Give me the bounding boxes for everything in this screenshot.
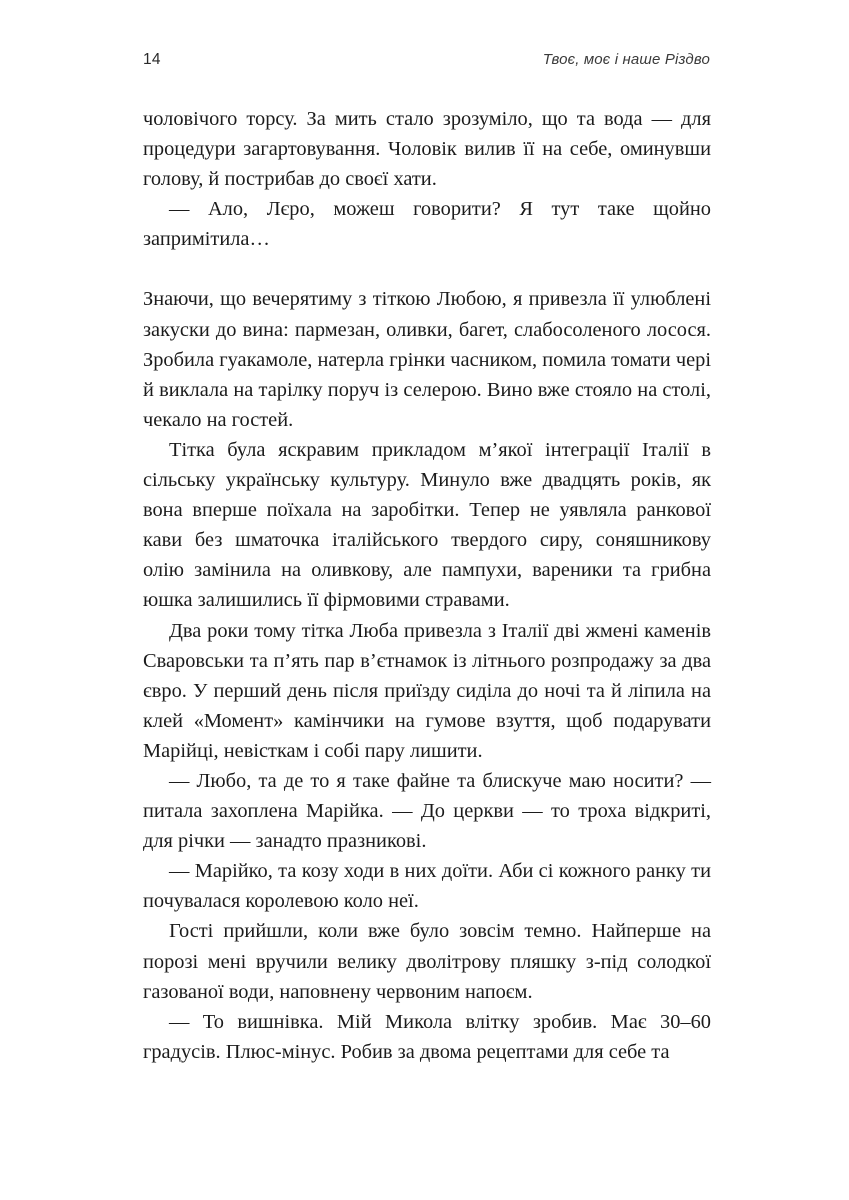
- paragraph: — Любо, та де то я таке файне та блискуче маю носити? — питала захоплена Марійка. — До церкви — то троха відкриті, для річки — занадто празникові.: [143, 769, 711, 853]
- paragraph: — То вишнівка. Мій Микола влітку зробив. Має 30–60 градусів. Плюс-мінус. Робив за двома рецептами для себе та: [143, 1010, 711, 1063]
- paragraph: Гості прийшли, коли вже було зовсім темно. Найперше на порозі мені вручили велику дволітрову пляшку з-під солодкої газованої води, наповнену червоним напоєм.: [143, 920, 711, 1003]
- paragraph: Знаючи, що вечерятиму з тіткою Любою, я привезла її улюблені закуски до вина: пармезан, оливки, багет, слабосоленого лосося. Зробила гуакамоле, натерла грінки часником, помила томати чері й виклала на тарілку поруч із селерою. Вино вже стояло на столі, чекало на гостей.: [143, 288, 711, 431]
- body-text: [143, 104, 711, 1067]
- page-number: 14: [143, 51, 161, 68]
- running-title: Твоє, моє і наше Різдво: [542, 51, 710, 68]
- paragraph: Тітка була яскравим прикладом м’якої інтеграції Італії в сільську українську культуру. Минуло вже двадцять років, як вона вперше поїхала на заробітки. Тепер не уявляла ранкової кави без шматочка італійського твердого сиру, соняшникову олію замінила на оливкову, але пампухи, вареники та грибна юшка залишились її фірмовими стравами.: [143, 438, 711, 612]
- paragraph: — Марійко, та козу ходи в них доїти. Аби сі кожного ранку ти почувалася королевою коло неї.: [143, 860, 711, 913]
- paragraph: Два роки тому тітка Люба привезла з Італії дві жмені каменів Сваровськи та п’ять пар в’єтнамок із літнього розпродажу за два євро. У перший день після приїзду сиділа до ночі та й ліпила на клей «Момент» камінчики на гумове взуття, щоб подарувати Марійці, невісткам і собі пару лишити.: [143, 619, 711, 762]
- paragraph: чоловічого торсу. За мить стало зрозуміло, що та вода — для процедури загартовування. Чоловік вилив її на себе, оминувши голову, й пострибав до своєї хати.: [143, 108, 711, 191]
- running-head: [143, 52, 710, 78]
- paragraph: — Ало, Лєро, можеш говорити? Я тут таке щойно запримітила…: [143, 198, 711, 251]
- section-break: [143, 254, 711, 284]
